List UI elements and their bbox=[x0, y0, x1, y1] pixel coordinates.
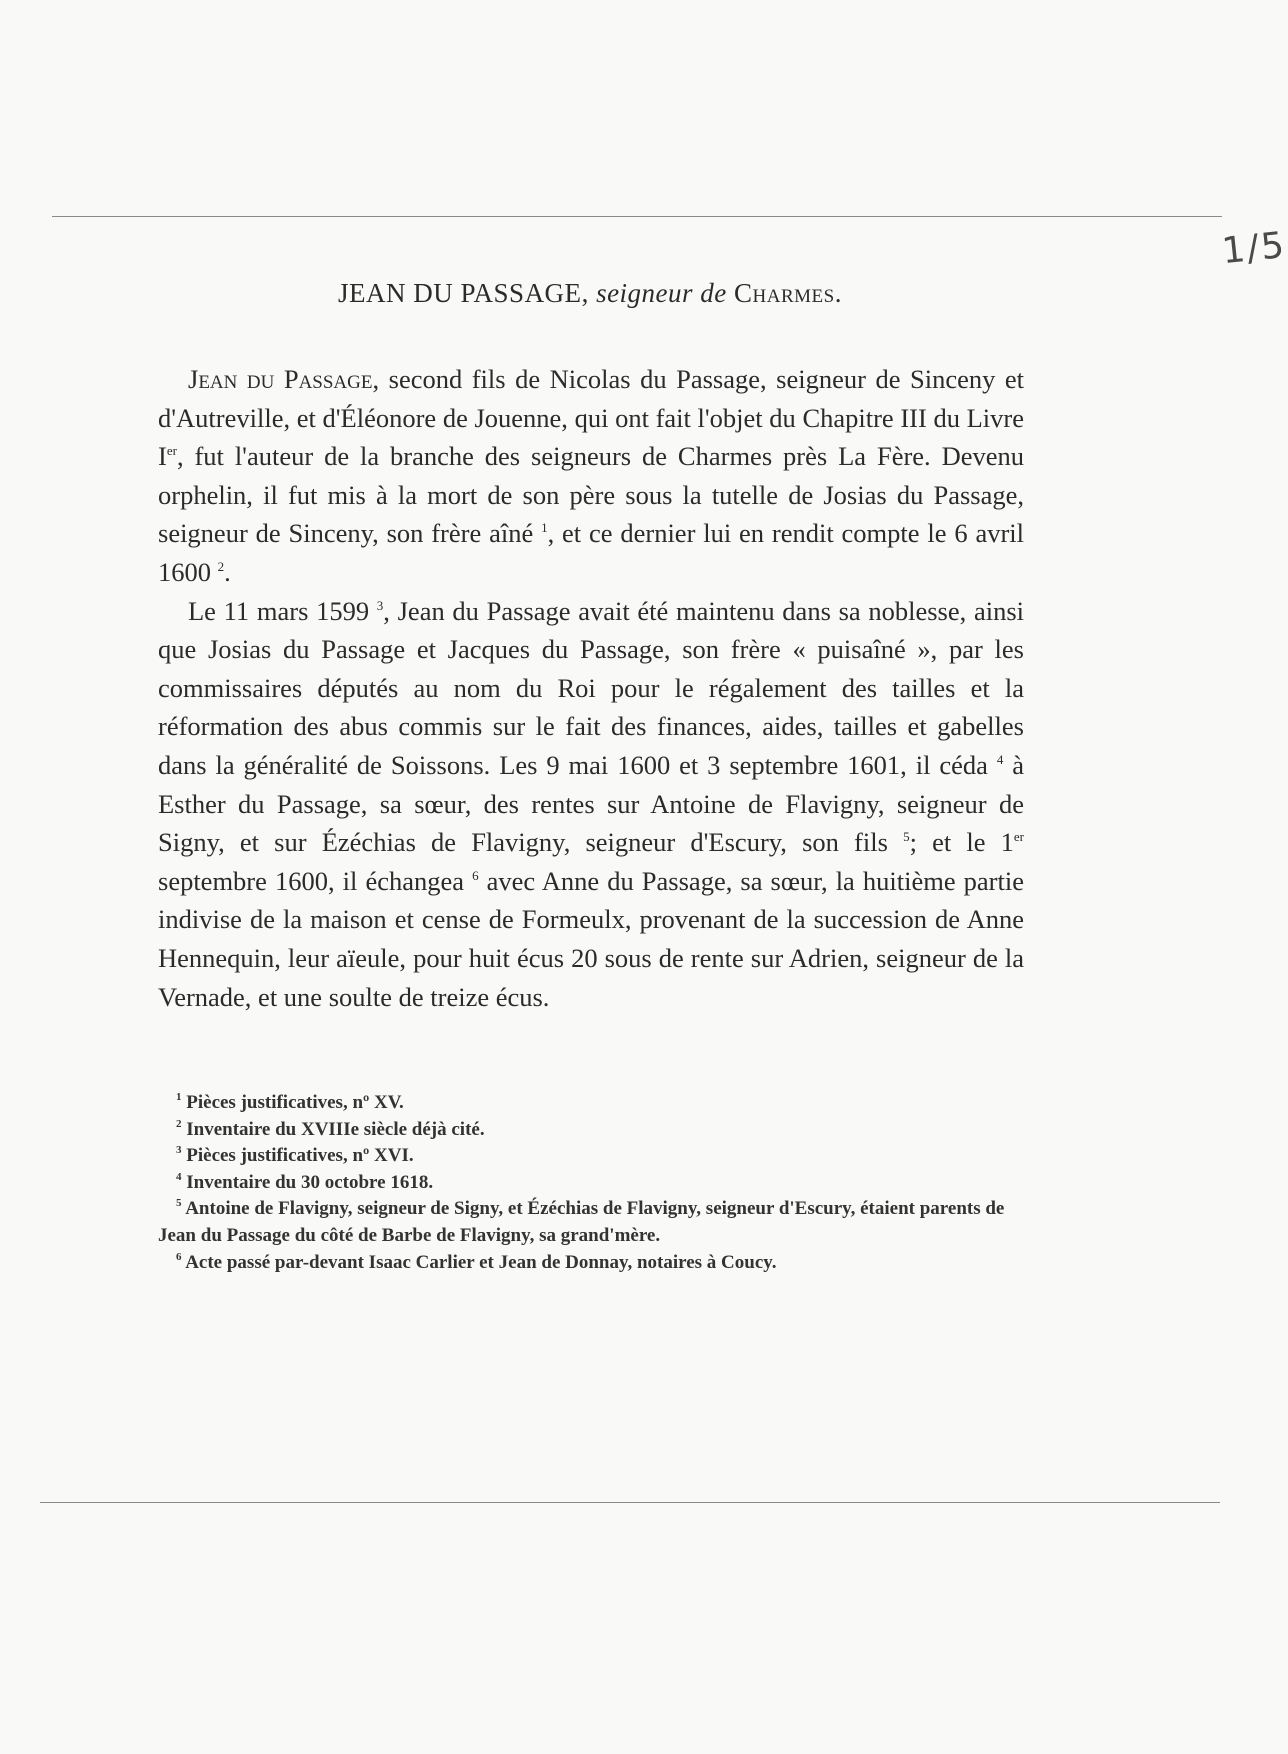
footnote-text: Acte passé par-devant Isaac Carlier et Jean de Donnay, notaires à Coucy. bbox=[181, 1251, 777, 1273]
superscript: er bbox=[1013, 829, 1024, 845]
text-run: , Jean du Passage avait été maintenu dans sa noblesse, ainsi que Josias du Passage et Jacques du Passage, son frère « puisaîné », par les commissaires députés au nom du Roi pour le régalement des tailles et la réformation des abus commis sur le fait des finances, aides, tailles et gabelles dans la généralité de Soissons. Les 9 mai 1600 et 3 septembre 1601, il céda bbox=[158, 595, 1025, 780]
footnote-number: 2 bbox=[176, 1117, 182, 1130]
footnote-ref: 1 bbox=[541, 520, 548, 536]
footnote-ref: 5 bbox=[903, 829, 910, 845]
footnote-text: Pièces justificatives, nº XV. bbox=[181, 1092, 404, 1113]
footnote-1 bbox=[158, 1090, 1028, 1117]
handwritten-page-note: 1/5 bbox=[1220, 224, 1288, 273]
body-text bbox=[158, 360, 1024, 1016]
footnote-ref: 3 bbox=[376, 597, 384, 613]
title-end: . bbox=[834, 278, 842, 308]
footnote-ref: 2 bbox=[217, 558, 225, 574]
bottom-rule bbox=[40, 1502, 1220, 1503]
paragraph-2 bbox=[158, 592, 1024, 1017]
footnote-2 bbox=[158, 1117, 1028, 1144]
page-title bbox=[160, 278, 1020, 309]
title-separator: , bbox=[581, 278, 597, 308]
text-run: . bbox=[224, 556, 231, 587]
text-run: à Esther du Passage, sa sœur, des rentes sur Antoine de Flavigny, seigneur de Signy, et sur Ézéchias de Flavigny, seigneur d'Escury, son fils bbox=[158, 749, 1024, 858]
text-run: , second fils de Nicolas du Passage, seigneur de Sinceny et d'Autreville, et d'Éléonore de Jouenne, qui ont fait l'objet du Chapitre III du Livre I bbox=[158, 364, 1024, 472]
text-run: avec Anne du Passage, sa sœur, la huitième partie indivise de la maison et cense de Formeulx, provenant de la succession de Anne Hennequin, leur aïeule, pour huit écus 20 sous de rente sur Adrien, seigneur de la Vernade, et une soulte de treize écus. bbox=[158, 865, 1024, 1012]
footnote-text: Inventaire du XVIIIe siècle déjà cité. bbox=[181, 1118, 485, 1140]
footnote-4 bbox=[158, 1170, 1028, 1197]
footnotes bbox=[158, 1090, 1028, 1276]
footnote-number: 5 bbox=[176, 1197, 182, 1210]
text-run: ; et le 1 bbox=[909, 827, 1014, 858]
top-rule bbox=[52, 216, 1222, 217]
footnote-text: Antoine de Flavigny, seigneur de Signy, et Ézéchias de Flavigny, seigneur d'Escury, étaient parents de Jean du Passage du côté de Barbe de Flavigny, sa grand'mère. bbox=[158, 1198, 1005, 1246]
footnote-ref: 4 bbox=[996, 751, 1004, 767]
paragraph-lead: Jean du Passage bbox=[188, 364, 373, 394]
footnote-number: 4 bbox=[176, 1170, 182, 1183]
footnote-number: 1 bbox=[176, 1091, 182, 1103]
title-name: JEAN DU PASSAGE bbox=[338, 278, 582, 308]
title-place: Charmes bbox=[734, 278, 835, 308]
text-run: , et ce dernier lui en rendit compte le 6 avril 1600 bbox=[158, 518, 1025, 587]
title-role: seigneur de bbox=[596, 278, 727, 308]
footnote-3 bbox=[158, 1143, 1028, 1170]
superscript: er bbox=[166, 443, 177, 459]
paragraph-1 bbox=[158, 360, 1024, 592]
footnote-number: 3 bbox=[176, 1144, 182, 1157]
footnote-text: Inventaire du 30 octobre 1618. bbox=[181, 1171, 434, 1193]
footnote-number: 6 bbox=[176, 1250, 182, 1263]
text-run: , fut l'auteur de la branche des seigneurs de Charmes près La Fère. Devenu orphelin, il fut mis à la mort de son père sous la tutelle de Josias du Passage, seigneur de Sinceny, son frère aîné bbox=[158, 441, 1024, 549]
footnote-ref: 6 bbox=[472, 867, 479, 883]
footnote-text: Pièces justificatives, nº XVI. bbox=[181, 1145, 414, 1167]
text-run: Le 11 mars 1599 bbox=[188, 595, 377, 626]
footnote-6 bbox=[158, 1250, 1028, 1277]
footnote-5 bbox=[158, 1196, 1028, 1249]
text-run: septembre 1600, il échangea bbox=[158, 865, 473, 896]
